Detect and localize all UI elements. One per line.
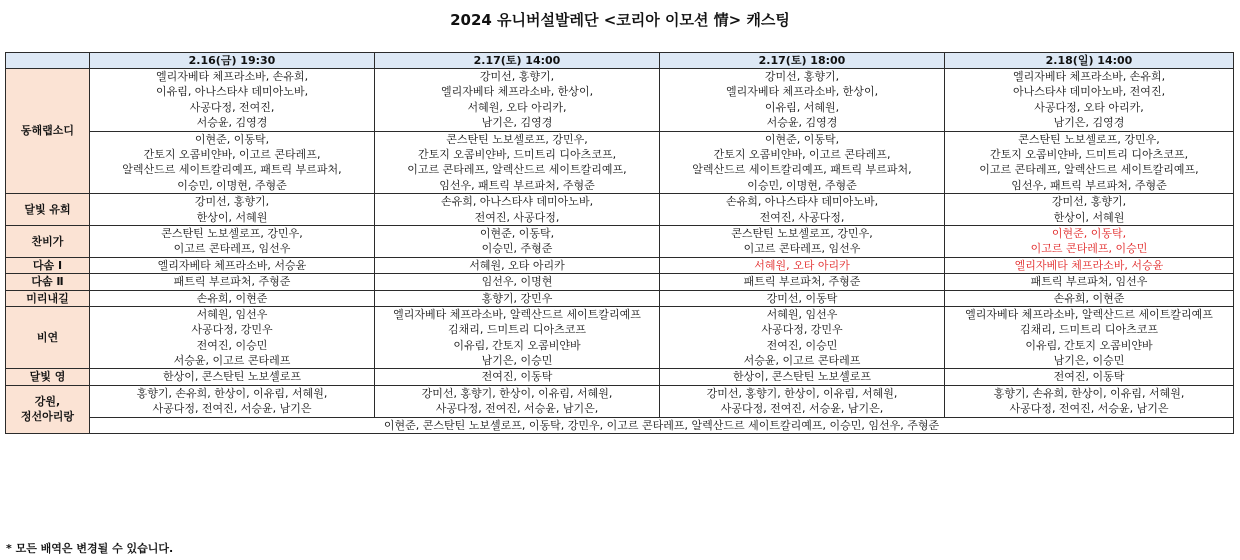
cast-line: 전여진, 이동탁 [481, 370, 553, 384]
cast-cell [375, 385, 660, 417]
cast-line: 손유희, 아나스타샤 데미아노바, [440, 195, 594, 209]
cast-cell [945, 369, 1234, 385]
cast-line: 서승윤, 이고르 콘타레프 [173, 354, 291, 368]
corner-cell [6, 53, 90, 69]
cast-line: 사공다정, 전여진, 서승윤, 남기은, [720, 402, 884, 416]
cast-line: 서승윤, 김영경 [196, 116, 268, 130]
cast-line: 전여진, 이승민 [196, 338, 268, 352]
cast-line: 사공다정, 전여진, 서승윤, 남기은, [435, 402, 599, 416]
cast-line: 사공다정, 전여진, 서승윤, 남기은 [1009, 402, 1169, 416]
cast-line: 서승윤, 김영경 [766, 116, 838, 130]
cast-line: 이승민, 주형준 [481, 242, 553, 256]
cast-line: 홍향기, 손유희, 한상이, 이유림, 서혜원, [993, 386, 1185, 400]
cast-line: 콘스탄틴 노보셀로프, 강민우, [161, 226, 303, 240]
cast-line: 서혜원, 임선우 [196, 307, 268, 321]
table-row [6, 369, 1234, 385]
cast-cell [90, 385, 375, 417]
cast-cell [375, 257, 660, 273]
cast-line: 엘리자베타 체프라소바, 한상이, [440, 85, 594, 99]
cast-cell [945, 385, 1234, 417]
cast-line: 강미선, 홍향기, 한상이, 이유림, 서혜원, [421, 386, 613, 400]
cast-line: 손유희, 아나스타샤 데미아노바, [725, 195, 879, 209]
cast-line: 전여진, 이승민 [766, 338, 838, 352]
cast-line: 한상이, 서혜원 [1053, 210, 1125, 224]
cast-line: 강미선, 홍향기, [764, 70, 840, 83]
cast-line: 서혜원, 오타 아리카, [467, 100, 567, 114]
role-name: 강원, 정선아리랑 [6, 385, 90, 433]
cast-line: 서혜원, 오타 아리카 [754, 258, 850, 272]
cast-line: 콘스탄틴 노보셀로프, 강민우, [446, 132, 588, 146]
table-row [6, 274, 1234, 290]
cast-line: 임선우, 패트릭 부르파처, 주형준 [439, 178, 595, 192]
cast-line: 한상이, 서혜원 [196, 210, 268, 224]
cast-cell [660, 69, 945, 132]
cast-cell [90, 69, 375, 132]
cast-line: 이고르 콘타레프, 이승민 [1030, 242, 1148, 256]
cast-line: 손유희, 이현준 [196, 291, 268, 305]
cast-line: 한상이, 콘스탄틴 노보셀로프 [162, 370, 301, 384]
cast-cell [375, 369, 660, 385]
cast-cell [375, 69, 660, 132]
cast-line: 서혜원, 오타 아리카 [469, 258, 565, 272]
cast-cell [90, 225, 375, 257]
cast-line: 콘스탄틴 노보셀로프, 강민우, [1018, 132, 1160, 146]
cast-cell [90, 131, 375, 194]
cast-cell [660, 257, 945, 273]
cast-line: 간토지 오콤비얀바, 드미트리 디아츠코프, [989, 147, 1189, 161]
cast-line: 이승민, 이명현, 주형준 [177, 178, 287, 192]
table-row [6, 194, 1234, 226]
role-name: 동해랩소디 [6, 69, 90, 194]
cast-line: 이승민, 이명현, 주형준 [747, 178, 857, 192]
cast-line: 패트릭 부르파처, 임선우 [1030, 275, 1148, 289]
table-row [6, 131, 1234, 194]
cast-line: 이고르 콘타레프, 알렉산드르 세이트칼리예프, [407, 163, 627, 177]
cast-line: 패트릭 부르파처, 주형준 [173, 275, 291, 289]
cast-line: 남기은, 김영경 [481, 116, 553, 130]
cast-cell [945, 257, 1234, 273]
cast-line: 서승윤, 이고르 콘타레프 [743, 354, 861, 368]
cast-line: 서혜원, 임선우 [766, 307, 838, 321]
cast-line: 남기은, 김영경 [1053, 116, 1125, 130]
cast-line: 아나스타샤 데미아노바, 전여진, [1012, 85, 1166, 99]
table-row [6, 385, 1234, 417]
cast-line: 사공다정, 강민우 [761, 323, 843, 337]
cast-cell [660, 369, 945, 385]
cast-cell [90, 290, 375, 306]
cast-line: 손유희, 이현준 [1053, 291, 1125, 305]
column-header: 2.17(토) 14:00 [375, 53, 660, 69]
cast-line: 엘리자베타 체프라소바, 알렉산드르 세이트칼리예프 [393, 307, 641, 321]
cast-line: 엘리자베타 체프라소바, 서승윤 [1014, 258, 1164, 272]
cast-line: 전여진, 이동탁 [1053, 370, 1125, 384]
cast-cell [90, 369, 375, 385]
cast-line: 전여진, 사공다정, [759, 210, 845, 224]
cast-line: 콘스탄틴 노보셀로프, 강민우, [731, 226, 873, 240]
cast-line: 알렉산드르 세이트칼리예프, 패트릭 부르파처, [122, 163, 342, 177]
cast-line: 간토지 오콤비얀바, 이고르 콘타레프, [143, 147, 321, 161]
page-title: 2024 유니버설발레단 <코리아 이모션 情> 캐스팅 [450, 11, 790, 29]
cast-cell [90, 274, 375, 290]
cast-cell [945, 194, 1234, 226]
role-name: 다솜 Ⅱ [6, 274, 90, 290]
role-name: 달빛 영 [6, 369, 90, 385]
cast-line: 엘리자베타 체프라소바, 손유희, [1012, 70, 1166, 83]
cast-cell [90, 306, 375, 369]
cast-cell [660, 290, 945, 306]
cast-line: 사공다정, 강민우 [191, 323, 273, 337]
cast-line: 엘리자베타 체프라소바, 손유희, [155, 70, 309, 83]
cast-cell [375, 274, 660, 290]
cast-line: 알렉산드르 세이트칼리예프, 패트릭 부르파처, [692, 163, 912, 177]
cast-line: 임선우, 이명현 [481, 275, 553, 289]
cast-line: 엘리자베타 체프라소바, 서승윤 [157, 258, 307, 272]
cast-line: 이고르 콘타레프, 임선우 [743, 242, 861, 256]
table-body [6, 69, 1234, 434]
cast-line: 한상이, 콘스탄틴 노보셀로프 [732, 370, 871, 384]
cast-line: 김채리, 드미트리 디아츠코프 [1019, 323, 1158, 337]
role-name: 달빛 유희 [6, 194, 90, 226]
table-row [6, 69, 1234, 132]
cast-line: 홍향기, 강민우 [481, 291, 553, 305]
cast-cell [945, 306, 1234, 369]
role-name: 다솜 Ⅰ [6, 257, 90, 273]
table-row [6, 306, 1234, 369]
cast-line: 전여진, 사공다정, [474, 210, 560, 224]
cast-line: 사공다정, 전여진, [189, 100, 275, 114]
cast-line: 강미선, 홍향기, [1051, 195, 1127, 209]
cast-line: 간토지 오콤비얀바, 이고르 콘타레프, [713, 147, 891, 161]
cast-cell [375, 225, 660, 257]
cast-cell [660, 385, 945, 417]
cast-line: 사공다정, 오타 아리카, [1034, 100, 1144, 114]
cast-line: 이현준, 이동탁, [764, 132, 840, 146]
cast-cell [90, 257, 375, 273]
table-row [6, 417, 1234, 433]
cast-cell [375, 290, 660, 306]
cast-cell [90, 194, 375, 226]
cast-line: 이고르 콘타레프, 임선우 [173, 242, 291, 256]
cast-cell [945, 274, 1234, 290]
table-row [6, 225, 1234, 257]
role-name: 찬비가 [6, 225, 90, 257]
cast-line: 남기은, 이승민 [1053, 354, 1125, 368]
shared-cast-cell [90, 417, 1234, 433]
cast-line: 남기은, 이승민 [481, 354, 553, 368]
cast-line: 이현준, 콘스탄틴 노보셀로프, 이동탁, 강민우, 이고르 콘타레프, 알렉산드르 세이트칼리예프, 이승민, 임선우, 주형준 [383, 418, 940, 432]
cast-cell [660, 306, 945, 369]
table-row [6, 290, 1234, 306]
cast-line: 이유림, 간토지 오콤비얀바 [453, 338, 581, 352]
cast-line: 이현준, 이동탁, [1051, 226, 1127, 240]
cast-line: 강미선, 홍향기, [479, 70, 555, 83]
cast-cell [375, 306, 660, 369]
table-header-row [6, 53, 1234, 69]
cast-line: 임선우, 패트릭 부르파처, 주형준 [1011, 178, 1167, 192]
cast-line: 이현준, 이동탁, [479, 226, 555, 240]
cast-line: 이고르 콘타레프, 알렉산드르 세이트칼리예프, [979, 163, 1199, 177]
cast-line: 엘리자베타 체프라소바, 한상이, [725, 85, 879, 99]
cast-cell [945, 225, 1234, 257]
column-header: 2.16(금) 19:30 [90, 53, 375, 69]
column-header: 2.18(일) 14:00 [945, 53, 1234, 69]
cast-cell [660, 194, 945, 226]
cast-line: 이유림, 아나스타샤 데미아노바, [155, 85, 309, 99]
cast-line: 강미선, 홍향기, 한상이, 이유림, 서혜원, [706, 386, 898, 400]
casting-table [5, 52, 1234, 434]
column-header: 2.17(토) 18:00 [660, 53, 945, 69]
cast-line: 강미선, 홍향기, [194, 195, 270, 209]
table-row [6, 257, 1234, 273]
footnote: * 모든 배역은 변경될 수 있습니다. [6, 542, 174, 555]
role-name: 미리내길 [6, 290, 90, 306]
cast-cell [945, 131, 1234, 194]
cast-line: 엘리자베타 체프라소바, 알렉산드르 세이트칼리예프 [965, 307, 1213, 321]
cast-cell [660, 131, 945, 194]
cast-line: 패트릭 부르파처, 주형준 [743, 275, 861, 289]
cast-cell [375, 194, 660, 226]
cast-cell [375, 131, 660, 194]
cast-line: 이유림, 서혜원, [764, 100, 840, 114]
cast-line: 이유림, 간토지 오콤비얀바 [1025, 338, 1153, 352]
cast-line: 간토지 오콤비얀바, 드미트리 디아츠코프, [417, 147, 617, 161]
cast-cell [945, 69, 1234, 132]
cast-line: 강미선, 이동탁 [766, 291, 838, 305]
cast-line: 홍향기, 손유희, 한상이, 이유림, 서혜원, [136, 386, 328, 400]
cast-line: 김채리, 드미트리 디아츠코프 [447, 323, 586, 337]
cast-cell [660, 274, 945, 290]
cast-cell [660, 225, 945, 257]
cast-cell [945, 290, 1234, 306]
role-name: 비연 [6, 306, 90, 369]
cast-line: 이현준, 이동탁, [194, 132, 270, 146]
cast-line: 사공다정, 전여진, 서승윤, 남기은 [152, 402, 312, 416]
